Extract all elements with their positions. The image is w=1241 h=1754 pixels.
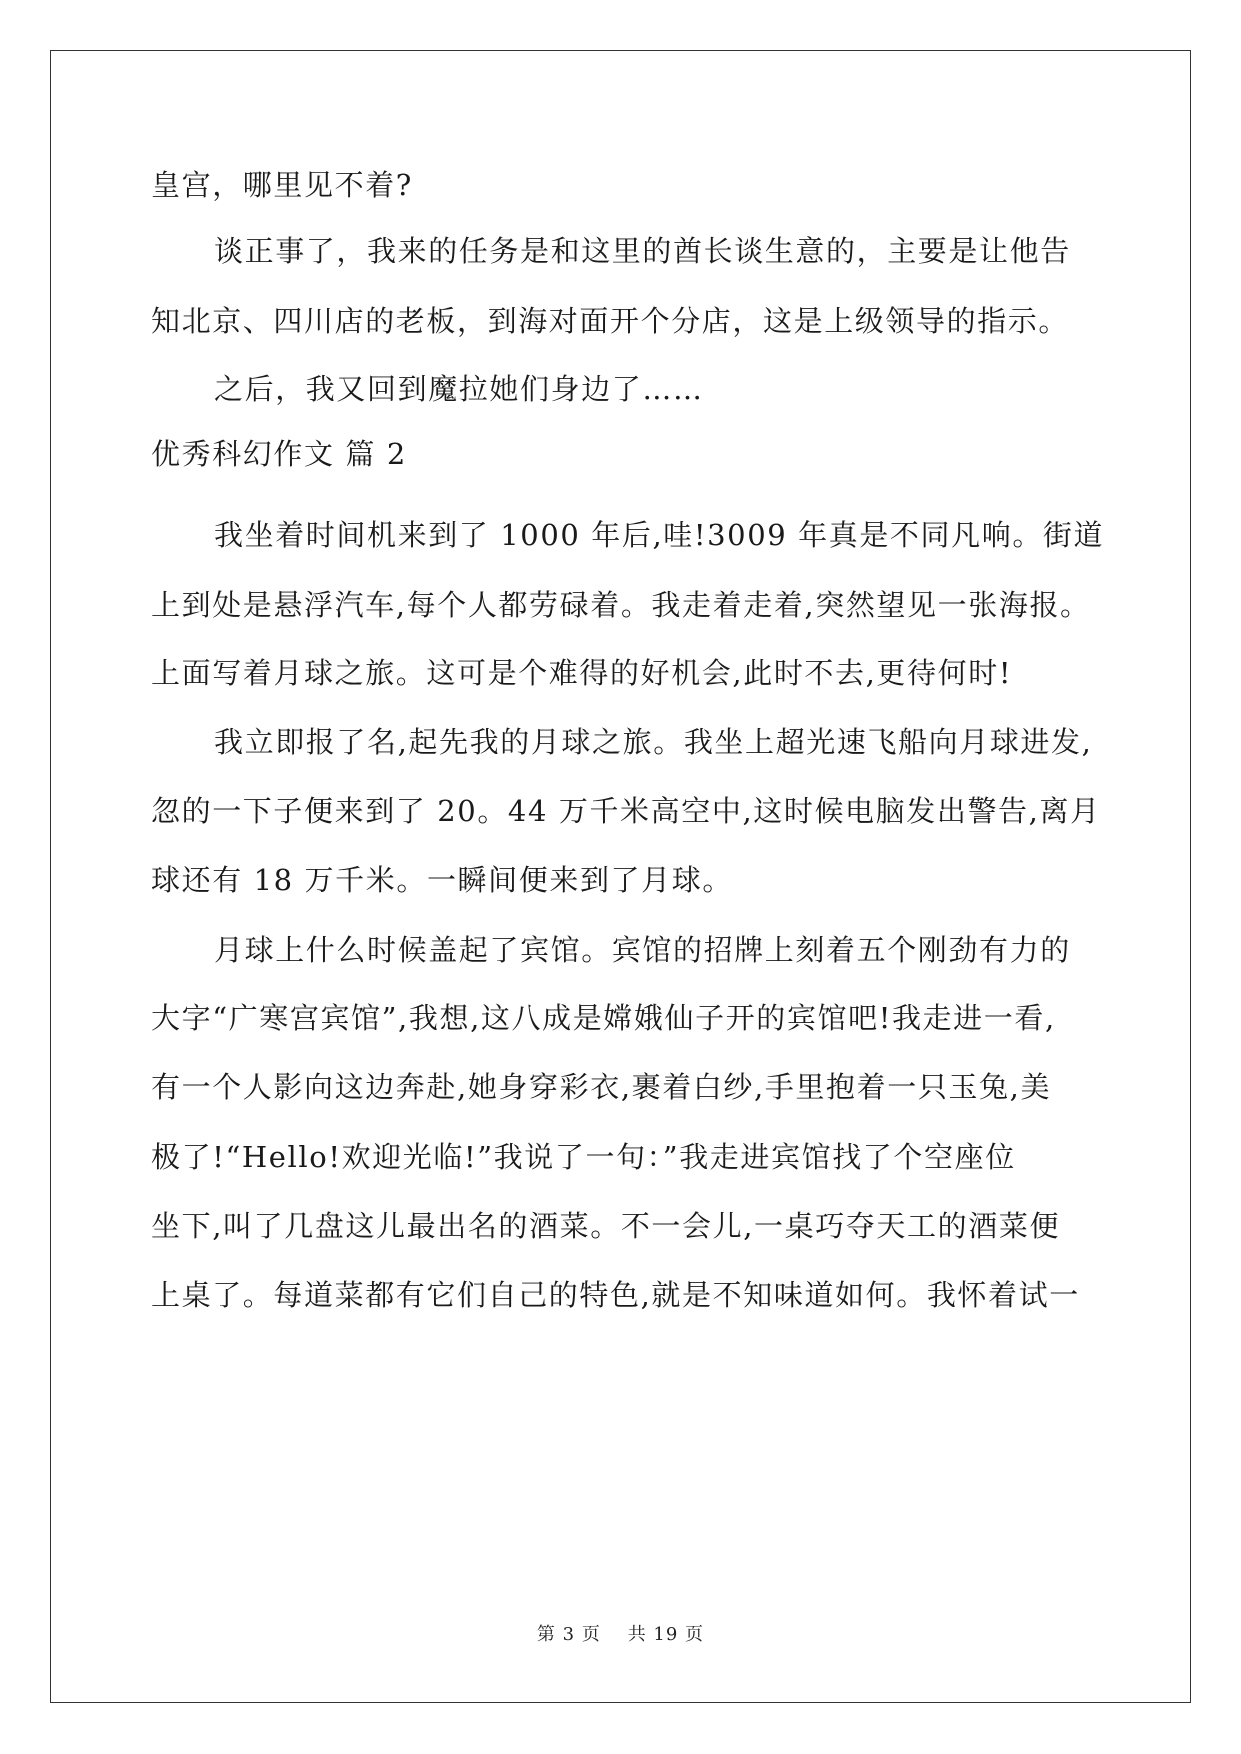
text-line: 极了!“Hello!欢迎光临!”我说了一句：”我走进宾馆找了个空座位	[151, 1140, 1016, 1174]
page-footer	[0, 1623, 1241, 1647]
text-line: 球还有 18 万千米。一瞬间便来到了月球。	[151, 863, 733, 897]
text-line: 之后，我又回到魔拉她们身边了……	[214, 372, 704, 406]
text-line: 坐下,叫了几盘这儿最出名的酒菜。不一会儿,一桌巧夺天工的酒菜便	[151, 1209, 1061, 1243]
page-number-label: 第 3 页 共 19 页	[536, 1624, 705, 1645]
text-line: 上桌了。每道菜都有它们自己的特色,就是不知味道如何。我怀着试一	[151, 1278, 1080, 1312]
text-line: 知北京、四川店的老板，到海对面开个分店，这是上级领导的指示。	[151, 304, 1070, 338]
section-heading: 优秀科幻作文 篇 2	[151, 437, 407, 471]
text-line: 我立即报了名,起先我的月球之旅。我坐上超光速飞船向月球进发,	[214, 725, 1093, 759]
text-line: 月球上什么时候盖起了宾馆。宾馆的招牌上刻着五个刚劲有力的	[214, 933, 1071, 967]
text-line: 有一个人影向这边奔赴,她身穿彩衣,裹着白纱,手里抱着一只玉兔,美	[151, 1070, 1052, 1104]
text-line: 谈正事了，我来的任务是和这里的酋长谈生意的，主要是让他告	[214, 234, 1071, 268]
text-line: 皇宫，哪里见不着?	[151, 168, 413, 202]
text-line: 忽的一下子便来到了 20。44 万千米高空中,这时候电脑发出警告,离月	[151, 794, 1101, 828]
text-line: 上到处是悬浮汽车,每个人都劳碌着。我走着走着,突然望见一张海报。	[151, 588, 1091, 622]
text-line: 我坐着时间机来到了 1000 年后,哇!3009 年真是不同凡响。街道	[214, 518, 1105, 552]
text-line: 大字“广寒宫宾馆”,我想,这八成是嫦娥仙子开的宾馆吧!我走进一看,	[151, 1001, 1056, 1035]
text-line: 上面写着月球之旅。这可是个难得的好机会,此时不去,更待何时!	[151, 656, 1013, 690]
